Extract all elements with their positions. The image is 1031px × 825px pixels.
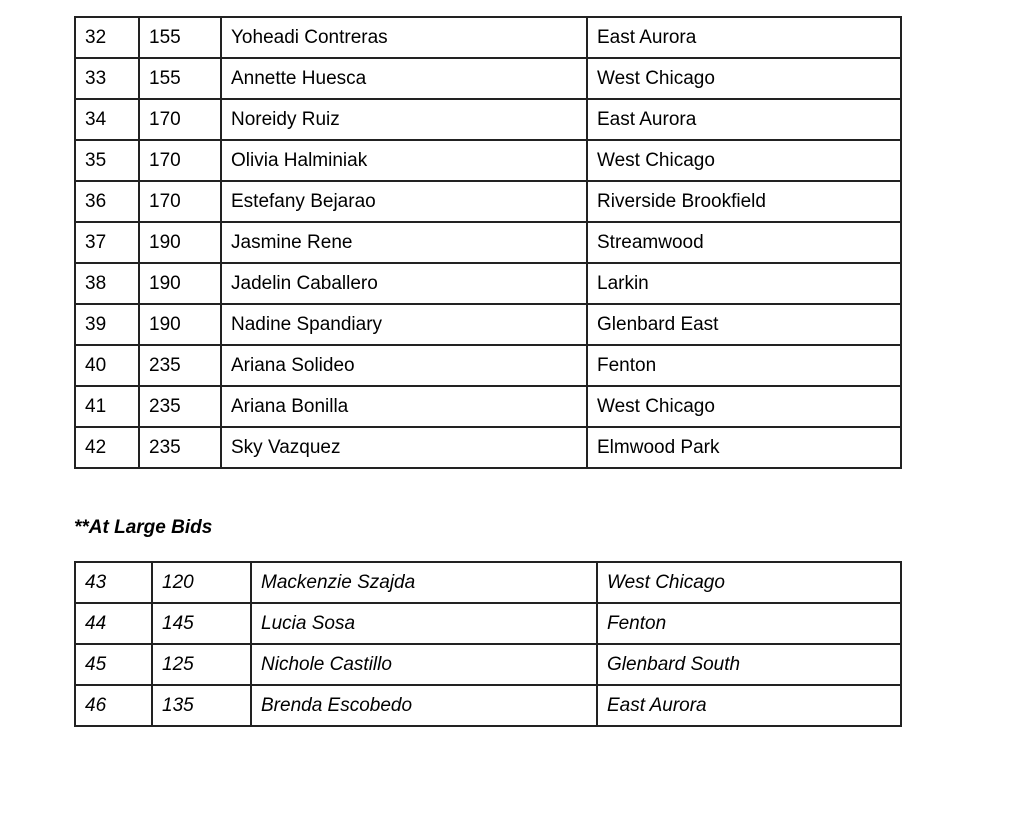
rank-cell: 39 <box>75 304 139 345</box>
rank-cell: 45 <box>75 644 152 685</box>
school-cell: Larkin <box>587 263 901 304</box>
school-cell: Fenton <box>587 345 901 386</box>
table-row <box>75 427 901 468</box>
at-large-bids-table <box>74 561 902 727</box>
school-cell: West Chicago <box>587 58 901 99</box>
qualifiers-table-body <box>75 17 901 468</box>
school-cell: East Aurora <box>597 685 901 726</box>
school-cell: West Chicago <box>587 140 901 181</box>
name-cell: Jasmine Rene <box>221 222 587 263</box>
rank-cell: 41 <box>75 386 139 427</box>
rank-cell: 46 <box>75 685 152 726</box>
weight-cell: 190 <box>139 263 221 304</box>
name-cell: Estefany Bejarao <box>221 181 587 222</box>
name-cell: Mackenzie Szajda <box>251 562 597 603</box>
rank-cell: 44 <box>75 603 152 644</box>
name-cell: Yoheadi Contreras <box>221 17 587 58</box>
table-row <box>75 562 901 603</box>
name-cell: Nichole Castillo <box>251 644 597 685</box>
rank-cell: 38 <box>75 263 139 304</box>
name-cell: Ariana Solideo <box>221 345 587 386</box>
rank-cell: 37 <box>75 222 139 263</box>
rank-cell: 34 <box>75 99 139 140</box>
name-cell: Sky Vazquez <box>221 427 587 468</box>
weight-cell: 170 <box>139 140 221 181</box>
name-cell: Lucia Sosa <box>251 603 597 644</box>
school-cell: Riverside Brookfield <box>587 181 901 222</box>
table-row <box>75 17 901 58</box>
rank-cell: 40 <box>75 345 139 386</box>
name-cell: Ariana Bonilla <box>221 386 587 427</box>
table-row <box>75 304 901 345</box>
table-row <box>75 181 901 222</box>
weight-cell: 155 <box>139 17 221 58</box>
school-cell: East Aurora <box>587 17 901 58</box>
school-cell: Streamwood <box>587 222 901 263</box>
school-cell: West Chicago <box>587 386 901 427</box>
rank-cell: 42 <box>75 427 139 468</box>
rank-cell: 33 <box>75 58 139 99</box>
weight-cell: 125 <box>152 644 251 685</box>
name-cell: Noreidy Ruiz <box>221 99 587 140</box>
qualifiers-table <box>74 16 902 469</box>
table-row <box>75 58 901 99</box>
weight-cell: 235 <box>139 427 221 468</box>
name-cell: Nadine Spandiary <box>221 304 587 345</box>
rank-cell: 32 <box>75 17 139 58</box>
weight-cell: 145 <box>152 603 251 644</box>
school-cell: East Aurora <box>587 99 901 140</box>
name-cell: Olivia Halminiak <box>221 140 587 181</box>
table-row <box>75 685 901 726</box>
table-row <box>75 140 901 181</box>
table-row <box>75 345 901 386</box>
weight-cell: 170 <box>139 181 221 222</box>
at-large-bids-heading: **At Large Bids <box>74 517 213 538</box>
weight-cell: 190 <box>139 304 221 345</box>
weight-cell: 235 <box>139 386 221 427</box>
at-large-bids-table-body <box>75 562 901 726</box>
table-row <box>75 644 901 685</box>
school-cell: Glenbard East <box>587 304 901 345</box>
rank-cell: 36 <box>75 181 139 222</box>
table-row <box>75 603 901 644</box>
weight-cell: 135 <box>152 685 251 726</box>
school-cell: Elmwood Park <box>587 427 901 468</box>
weight-cell: 120 <box>152 562 251 603</box>
weight-cell: 190 <box>139 222 221 263</box>
name-cell: Brenda Escobedo <box>251 685 597 726</box>
table-row <box>75 222 901 263</box>
school-cell: Glenbard South <box>597 644 901 685</box>
rank-cell: 35 <box>75 140 139 181</box>
school-cell: Fenton <box>597 603 901 644</box>
table-row <box>75 263 901 304</box>
name-cell: Jadelin Caballero <box>221 263 587 304</box>
rank-cell: 43 <box>75 562 152 603</box>
name-cell: Annette Huesca <box>221 58 587 99</box>
school-cell: West Chicago <box>597 562 901 603</box>
table-row <box>75 99 901 140</box>
weight-cell: 235 <box>139 345 221 386</box>
weight-cell: 170 <box>139 99 221 140</box>
weight-cell: 155 <box>139 58 221 99</box>
table-row <box>75 386 901 427</box>
